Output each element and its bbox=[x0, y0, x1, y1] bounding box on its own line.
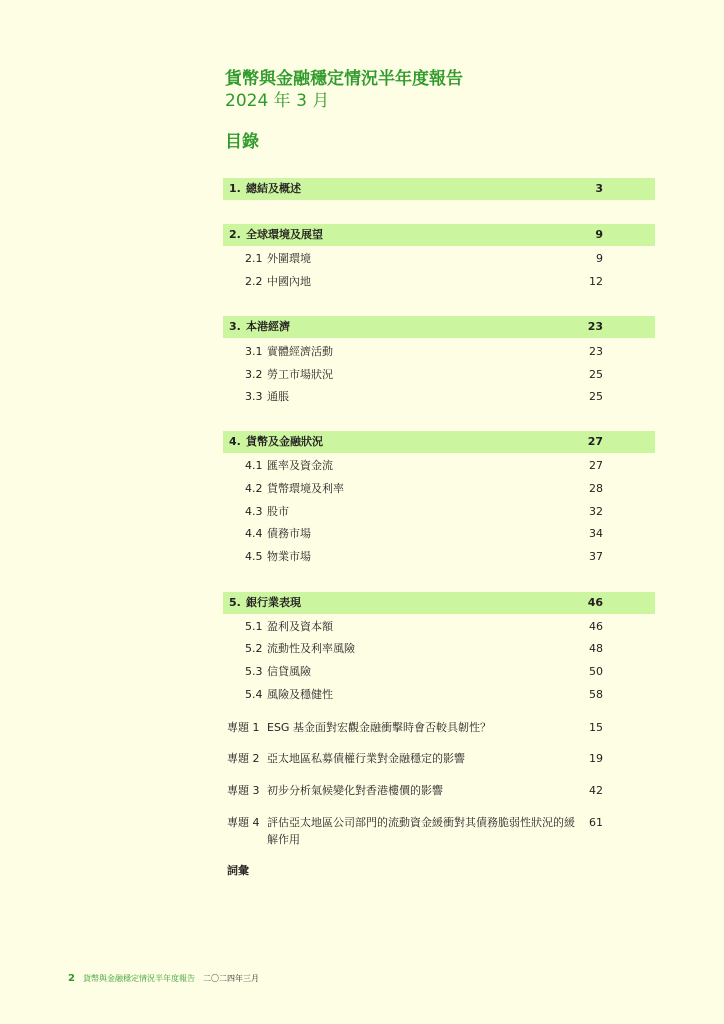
box-page: 61 bbox=[589, 816, 603, 829]
subsection-page: 48 bbox=[589, 642, 603, 655]
toc-subsection[interactable] bbox=[223, 548, 655, 566]
toc-subsection[interactable] bbox=[223, 366, 655, 384]
subsection-number: 5.4 bbox=[245, 688, 263, 701]
subsection-label: 匯率及資金流 bbox=[267, 459, 333, 472]
subsection-label: 實體經濟活動 bbox=[267, 345, 333, 358]
subsection-page: 27 bbox=[589, 459, 603, 472]
toc-subsection[interactable] bbox=[223, 525, 655, 543]
section-number: 4. bbox=[229, 435, 241, 448]
toc-subsection[interactable] bbox=[223, 618, 655, 636]
toc-glossary[interactable]: 詞彙 bbox=[227, 864, 249, 877]
subsection-number: 5.1 bbox=[245, 620, 263, 633]
subsection-number: 4.4 bbox=[245, 527, 263, 540]
subsection-page: 23 bbox=[589, 345, 603, 358]
subsection-label: 股市 bbox=[267, 505, 289, 518]
subsection-page: 50 bbox=[589, 665, 603, 678]
subsection-page: 25 bbox=[589, 368, 603, 381]
subsection-number: 3.2 bbox=[245, 368, 263, 381]
subsection-page: 37 bbox=[589, 550, 603, 563]
section-page: 9 bbox=[595, 228, 603, 241]
subsection-number: 2.2 bbox=[245, 275, 263, 288]
section-label: 全球環境及展望 bbox=[246, 228, 323, 241]
footer-date: 二〇二四年三月 bbox=[202, 974, 259, 983]
section-page: 23 bbox=[587, 320, 603, 333]
section-number: 2. bbox=[229, 228, 241, 241]
subsection-number: 5.3 bbox=[245, 665, 263, 678]
toc-subsection[interactable] bbox=[223, 250, 655, 268]
subsection-number: 2.1 bbox=[245, 252, 263, 265]
subsection-number: 3.1 bbox=[245, 345, 263, 358]
subsection-label: 勞工市場狀況 bbox=[267, 368, 333, 381]
subsection-number: 4.2 bbox=[245, 482, 263, 495]
subsection-label: 風險及穩健性 bbox=[267, 688, 333, 701]
toc-subsection[interactable] bbox=[223, 343, 655, 361]
footer-page-number: 2 bbox=[68, 973, 75, 984]
page-footer bbox=[68, 973, 259, 984]
subsection-page: 25 bbox=[589, 390, 603, 403]
box-label: 評估亞太地區公司部門的流動資金緩衝對其債務脆弱性狀況的緩解作用 bbox=[267, 816, 575, 846]
toc-section-5[interactable] bbox=[223, 592, 655, 614]
box-number: 專題 1 bbox=[227, 721, 260, 734]
toc-subsection[interactable] bbox=[223, 503, 655, 521]
subsection-number: 4.3 bbox=[245, 505, 263, 518]
toc-section-4[interactable] bbox=[223, 431, 655, 453]
toc-section-3[interactable] bbox=[223, 316, 655, 338]
subsection-page: 12 bbox=[589, 275, 603, 288]
subsection-label: 盈利及資本額 bbox=[267, 620, 333, 633]
subsection-label: 外圍環境 bbox=[267, 252, 311, 265]
toc-subsection[interactable] bbox=[223, 480, 655, 498]
box-page: 15 bbox=[589, 721, 603, 734]
report-title: 貨幣與金融穩定情況半年度報告 bbox=[225, 69, 463, 89]
section-label: 貨幣及金融狀況 bbox=[246, 435, 323, 448]
report-title-block bbox=[225, 68, 463, 112]
subsection-page: 28 bbox=[589, 482, 603, 495]
toc-section-2[interactable] bbox=[223, 224, 655, 246]
subsection-label: 流動性及利率風險 bbox=[267, 642, 355, 655]
subsection-label: 信貸風險 bbox=[267, 665, 311, 678]
subsection-page: 9 bbox=[596, 252, 603, 265]
subsection-page: 34 bbox=[589, 527, 603, 540]
toc-subsection[interactable] bbox=[223, 273, 655, 291]
box-number: 專題 3 bbox=[227, 784, 260, 797]
section-page: 3 bbox=[595, 182, 603, 195]
footer-report-title: 貨幣與金融穩定情況半年度報告 bbox=[82, 974, 195, 983]
box-page: 42 bbox=[589, 784, 603, 797]
subsection-label: 物業市場 bbox=[267, 550, 311, 563]
section-page: 46 bbox=[587, 596, 603, 609]
toc-subsection[interactable] bbox=[223, 686, 655, 704]
box-page: 19 bbox=[589, 752, 603, 765]
box-number: 專題 4 bbox=[227, 816, 260, 829]
toc-section-1[interactable] bbox=[223, 178, 655, 200]
toc-subsection[interactable] bbox=[223, 663, 655, 681]
box-label: 亞太地區私募債權行業對金融穩定的影響 bbox=[267, 752, 465, 765]
toc-heading: 目錄 bbox=[225, 132, 259, 152]
subsection-label: 貨幣環境及利率 bbox=[267, 482, 344, 495]
section-label: 銀行業表現 bbox=[246, 596, 301, 609]
box-label: 初步分析氣候變化對香港樓價的影響 bbox=[267, 784, 443, 797]
subsection-page: 46 bbox=[589, 620, 603, 633]
toc-subsection[interactable] bbox=[223, 457, 655, 475]
subsection-number: 4.5 bbox=[245, 550, 263, 563]
section-label: 本港經濟 bbox=[246, 320, 290, 333]
section-number: 1. bbox=[229, 182, 241, 195]
report-date: 2024 年 3 月 bbox=[225, 91, 330, 111]
section-number: 5. bbox=[229, 596, 241, 609]
subsection-number: 4.1 bbox=[245, 459, 263, 472]
section-label: 總結及概述 bbox=[246, 182, 301, 195]
subsection-number: 3.3 bbox=[245, 390, 263, 403]
toc-subsection[interactable] bbox=[223, 640, 655, 658]
subsection-number: 5.2 bbox=[245, 642, 263, 655]
box-label: ESG 基金面對宏觀金融衝擊時會否較具韌性？ bbox=[267, 721, 491, 734]
toc-subsection[interactable] bbox=[223, 388, 655, 406]
subsection-page: 32 bbox=[589, 505, 603, 518]
subsection-label: 中國內地 bbox=[267, 275, 311, 288]
section-number: 3. bbox=[229, 320, 241, 333]
section-page: 27 bbox=[587, 435, 603, 448]
box-number: 專題 2 bbox=[227, 752, 260, 765]
subsection-page: 58 bbox=[589, 688, 603, 701]
subsection-label: 通脹 bbox=[267, 390, 289, 403]
subsection-label: 債務市場 bbox=[267, 527, 311, 540]
